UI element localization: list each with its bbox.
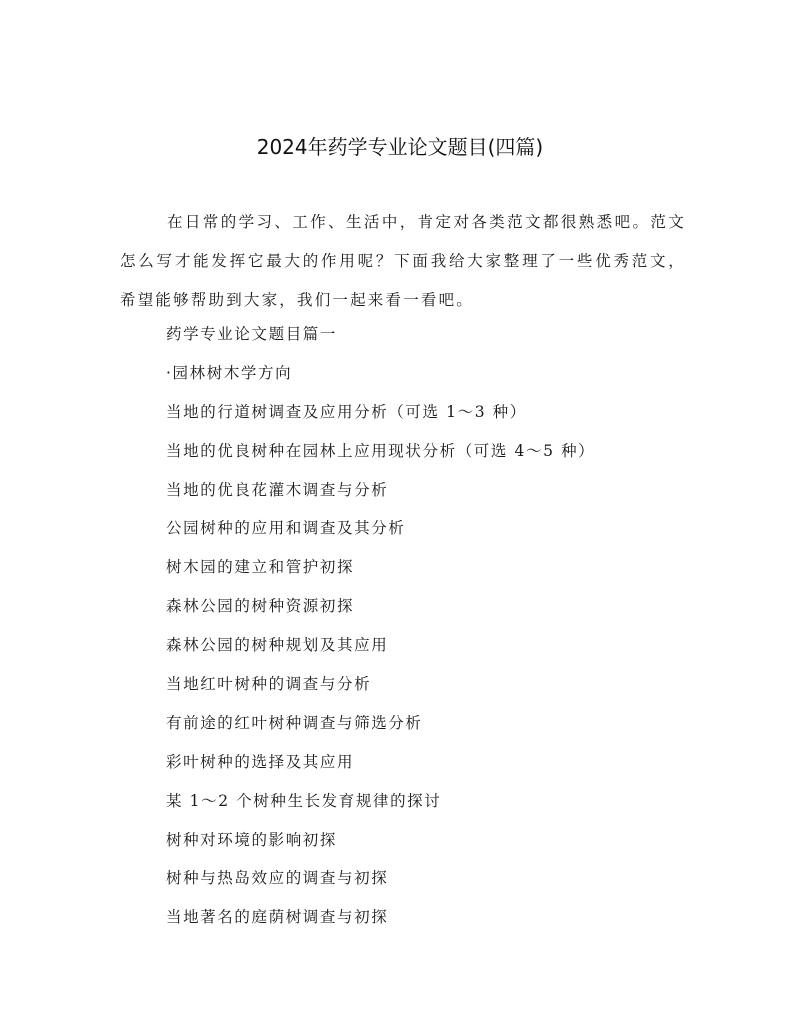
topic-item: 当地的优良树种在园林上应用现状分析（可选 4～5 种）	[166, 441, 596, 460]
topic-item: 当地的优良花灌木调查与分析	[166, 480, 389, 499]
topic-item: 当地著名的庭荫树调查与初探	[166, 908, 389, 927]
topic-item: 当地红叶树种的调查与分析	[166, 675, 372, 694]
topic-item: 彩叶树种的选择及其应用	[166, 752, 355, 771]
intro-paragraph: 在日常的学习、工作、生活中，肯定对各类范文都很熟悉吧。范文怎么写才能发挥它最大的作用呢？下面我给大家整理了一些优秀范文，希望能够帮助到大家，我们一起来看一看吧。	[120, 213, 686, 309]
topic-item: 有前途的红叶树种调查与筛选分析	[166, 713, 423, 732]
document-title: 2024年药学专业论文题目(四篇)	[256, 135, 544, 159]
section-heading: 药学专业论文题目篇一	[166, 325, 338, 343]
topic-item: 树种对环境的影响初探	[166, 830, 338, 849]
topic-item: 当地的行道树调查及应用分析（可选 1～3 种）	[166, 402, 527, 421]
topic-item: 公园树种的应用和调查及其分析	[166, 519, 406, 538]
topic-item: 某 1～2 个树种生长发育规律的探讨	[166, 791, 442, 810]
topic-direction: ·园林树木学方向	[166, 363, 293, 382]
topic-item: 树木园的建立和管护初探	[166, 558, 355, 577]
topic-item: 森林公园的树种规划及其应用	[166, 636, 389, 655]
topic-list	[166, 324, 595, 946]
topic-item: 森林公园的树种资源初探	[166, 597, 355, 616]
topic-item: 树种与热岛效应的调查与初探	[166, 869, 389, 888]
